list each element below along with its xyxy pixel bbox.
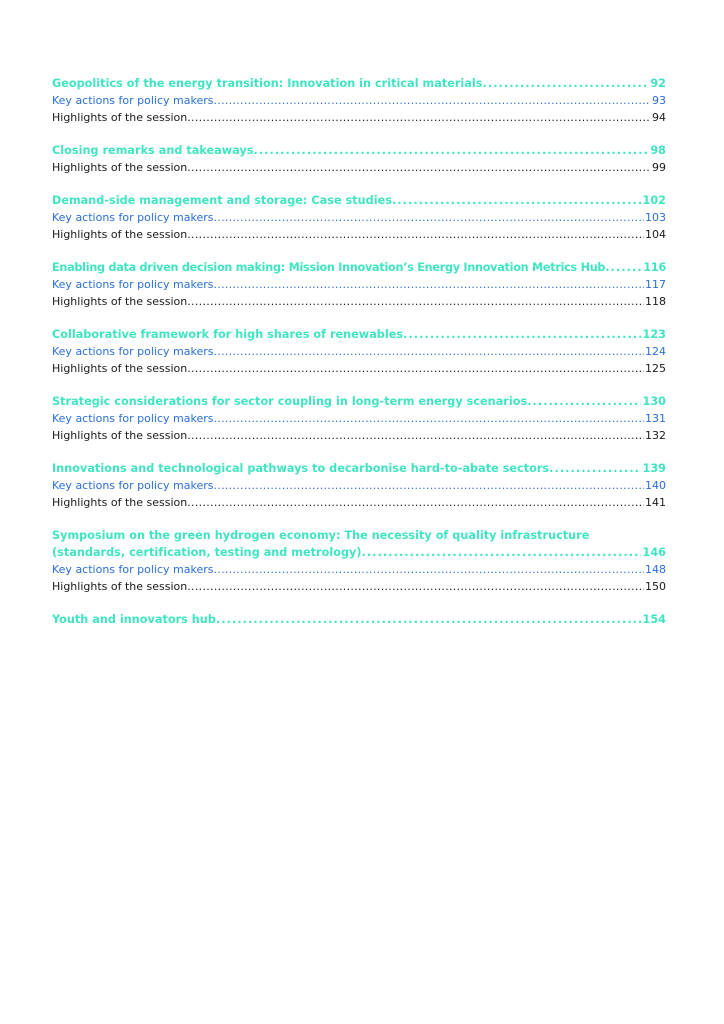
- toc-page-number: 117: [645, 278, 666, 291]
- dot-leader: [213, 410, 644, 427]
- table-of-contents: [52, 75, 666, 644]
- dot-leader: [187, 427, 644, 444]
- dot-leader: [483, 75, 650, 92]
- toc-page-number: 116: [643, 261, 666, 274]
- dot-leader: [403, 326, 641, 343]
- toc-section-title: Youth and innovators hub: [52, 613, 216, 626]
- toc-section-title: Innovations and technological pathways to decarbonise hard-to-abate sectors: [52, 462, 550, 475]
- toc-page-number: 132: [645, 429, 666, 442]
- dot-leader: [187, 159, 651, 176]
- toc-page-number: 103: [645, 211, 666, 224]
- dot-leader: [187, 578, 644, 595]
- toc-group: [52, 393, 666, 444]
- toc-entry-label: Key actions for policy makers: [52, 211, 214, 224]
- dot-leader: [213, 561, 644, 578]
- dot-leader: [187, 226, 644, 243]
- toc-group: [52, 75, 666, 126]
- toc-page-number: 130: [642, 395, 666, 408]
- toc-entry-label: Highlights of the session: [52, 429, 188, 442]
- toc-entry-label: Highlights of the session: [52, 228, 188, 241]
- toc-section-entry[interactable]: [52, 326, 666, 343]
- toc-entry-label: Key actions for policy makers: [52, 412, 214, 425]
- dot-leader: [362, 544, 642, 561]
- dot-leader: [549, 460, 641, 477]
- toc-page-number: 99: [652, 161, 666, 174]
- dot-leader: [253, 142, 649, 159]
- toc-section-title: Closing remarks and takeaways: [52, 144, 254, 157]
- toc-group: [52, 259, 666, 310]
- toc-section-entry[interactable]: [52, 544, 666, 561]
- toc-page-number: 140: [645, 479, 666, 492]
- toc-page-number: 92: [650, 77, 666, 90]
- toc-key-actions-entry[interactable]: [52, 561, 666, 578]
- toc-group: [52, 326, 666, 377]
- toc-entry-label: Highlights of the session: [52, 161, 188, 174]
- dot-leader: [187, 109, 651, 126]
- toc-entry-label: Highlights of the session: [52, 111, 188, 124]
- toc-highlights-entry[interactable]: [52, 360, 666, 377]
- toc-page-number: 139: [642, 462, 666, 475]
- toc-page-number: 94: [652, 111, 666, 124]
- dot-leader: [392, 192, 642, 209]
- toc-entry-label: Highlights of the session: [52, 580, 188, 593]
- toc-entry-label: Highlights of the session: [52, 496, 188, 509]
- dot-leader: [216, 611, 642, 628]
- toc-page-number: 141: [645, 496, 666, 509]
- toc-highlights-entry[interactable]: [52, 293, 666, 310]
- toc-key-actions-entry[interactable]: [52, 343, 666, 360]
- toc-section-entry[interactable]: [52, 142, 666, 159]
- toc-section-title: (standards, certification, testing and metrology): [52, 546, 362, 559]
- dot-leader: [187, 293, 644, 310]
- toc-page-number: 118: [645, 295, 666, 308]
- toc-section-entry[interactable]: [52, 611, 666, 628]
- toc-entry-label: Key actions for policy makers: [52, 563, 214, 576]
- toc-section-entry[interactable]: [52, 75, 666, 92]
- toc-entry-label: Key actions for policy makers: [52, 278, 214, 291]
- toc-entry-label: Key actions for policy makers: [52, 94, 214, 107]
- toc-page-number: 150: [645, 580, 666, 593]
- dot-leader: [605, 259, 642, 276]
- dot-leader: [187, 360, 644, 377]
- dot-leader: [187, 494, 644, 511]
- toc-section-title: Demand-side management and storage: Case studies: [52, 194, 392, 207]
- toc-highlights-entry[interactable]: [52, 226, 666, 243]
- dot-leader: [213, 477, 644, 494]
- toc-highlights-entry[interactable]: [52, 578, 666, 595]
- toc-group: [52, 192, 666, 243]
- toc-page-number: 93: [652, 94, 666, 107]
- toc-key-actions-entry[interactable]: [52, 410, 666, 427]
- toc-page-number: 131: [645, 412, 666, 425]
- toc-group: [52, 611, 666, 628]
- toc-page-number: 146: [642, 546, 666, 559]
- dot-leader: [527, 393, 641, 410]
- toc-entry-label: Key actions for policy makers: [52, 479, 214, 492]
- toc-highlights-entry[interactable]: [52, 494, 666, 511]
- toc-page-number: 123: [642, 328, 666, 341]
- toc-highlights-entry[interactable]: [52, 159, 666, 176]
- toc-section-title: Strategic considerations for sector coupling in long-term energy scenarios: [52, 395, 528, 408]
- dot-leader: [213, 276, 644, 293]
- toc-section-entry[interactable]: [52, 460, 666, 477]
- toc-key-actions-entry[interactable]: [52, 209, 666, 226]
- toc-page-number: 98: [650, 144, 666, 157]
- dot-leader: [213, 209, 644, 226]
- toc-group: [52, 527, 666, 595]
- toc-entry-label: Highlights of the session: [52, 295, 188, 308]
- toc-section-title-line1[interactable]: Symposium on the green hydrogen economy: The necessity of quality infrastructure: [52, 529, 590, 542]
- toc-section-title: Enabling data driven decision making: Mission Innovation’s Energy Innovation Metrics Hub: [52, 261, 606, 274]
- toc-page-number: 104: [645, 228, 666, 241]
- toc-page-number: 148: [645, 563, 666, 576]
- toc-section-title: Collaborative framework for high shares of renewables: [52, 328, 404, 341]
- toc-section-title: Geopolitics of the energy transition: Innovation in critical materials: [52, 77, 483, 90]
- dot-leader: [213, 343, 644, 360]
- toc-section-entry[interactable]: [52, 393, 666, 410]
- toc-key-actions-entry[interactable]: [52, 92, 666, 109]
- toc-page-number: 125: [645, 362, 666, 375]
- toc-section-entry[interactable]: [52, 259, 666, 276]
- toc-page-number: 124: [645, 345, 666, 358]
- toc-group: [52, 142, 666, 176]
- toc-highlights-entry[interactable]: [52, 109, 666, 126]
- toc-key-actions-entry[interactable]: [52, 477, 666, 494]
- toc-entry-label: Highlights of the session: [52, 362, 188, 375]
- toc-page-number: 102: [642, 194, 666, 207]
- toc-section-entry[interactable]: [52, 192, 666, 209]
- toc-entry-label: Key actions for policy makers: [52, 345, 214, 358]
- toc-group: [52, 460, 666, 511]
- dot-leader: [213, 92, 651, 109]
- toc-highlights-entry[interactable]: [52, 427, 666, 444]
- toc-key-actions-entry[interactable]: [52, 276, 666, 293]
- toc-page-number: 154: [642, 613, 666, 626]
